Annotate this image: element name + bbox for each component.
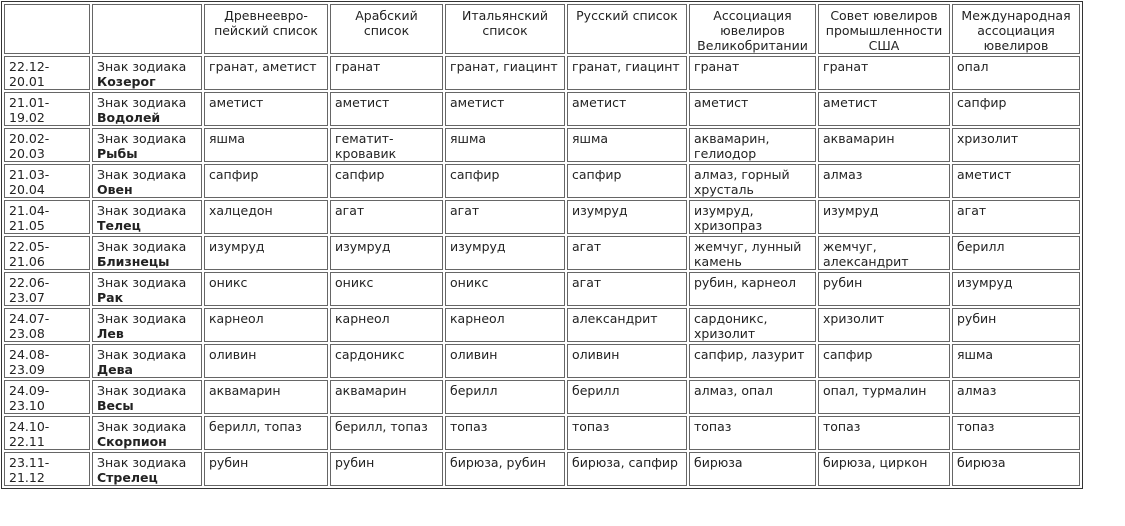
date-range-cell: 24.08-23.09 [4,344,90,378]
stone-cell: карнеол [330,308,443,342]
stone-cell: жемчуг, лунный камень [689,236,816,270]
stone-cell: карнеол [204,308,328,342]
stone-cell: сапфир [330,164,443,198]
stone-cell: гранат, гиацинт [567,56,687,90]
stone-cell: аметист [567,92,687,126]
stone-cell: александрит [567,308,687,342]
stone-cell: изумруд [952,272,1080,306]
stone-cell: изумруд [567,200,687,234]
stone-cell: берилл [445,380,565,414]
header-ancient-european: Древнеевро-пейский список [204,4,328,54]
stone-cell: сапфир [567,164,687,198]
date-range-cell: 22.12-20.01 [4,56,90,90]
stone-cell: аквамарин [818,128,950,162]
table-row [4,164,1080,198]
zodiac-sign-cell [92,236,202,270]
stone-cell: бирюза [689,452,816,486]
date-range-cell: 21.04-21.05 [4,200,90,234]
stone-cell: алмаз, горный хрусталь [689,164,816,198]
stone-cell: сардоникс [330,344,443,378]
stone-cell: топаз [818,416,950,450]
header-row [4,4,1080,54]
zodiac-sign-name: Лев [97,326,124,341]
table-row [4,92,1080,126]
date-range-cell: 20.02-20.03 [4,128,90,162]
stone-cell: изумруд [330,236,443,270]
table-row [4,272,1080,306]
stone-cell: алмаз [952,380,1080,414]
stone-cell: изумруд [204,236,328,270]
stone-cell: алмаз, опал [689,380,816,414]
header-arabic: Арабский список [330,4,443,54]
stone-cell: оникс [330,272,443,306]
stone-cell: рубин [818,272,950,306]
table-row [4,200,1080,234]
stone-cell: гематит-кровавик [330,128,443,162]
zodiac-sign-label: Знак зодиака [97,167,187,182]
zodiac-sign-name: Рак [97,290,124,305]
table-row [4,308,1080,342]
stone-cell: гранат [818,56,950,90]
stone-cell: берилл, топаз [330,416,443,450]
zodiac-sign-label: Знак зодиака [97,419,187,434]
zodiac-sign-cell [92,200,202,234]
stone-cell: оливин [204,344,328,378]
stone-cell: агат [952,200,1080,234]
stone-cell: гранат [330,56,443,90]
stone-cell: сапфир [818,344,950,378]
table-row [4,128,1080,162]
stone-cell: гранат, гиацинт [445,56,565,90]
stone-cell: гранат [689,56,816,90]
stone-cell: бирюза, сапфир [567,452,687,486]
stone-cell: рубин [952,308,1080,342]
zodiac-sign-name: Скорпион [97,434,167,449]
stone-cell: оникс [204,272,328,306]
date-range-cell: 22.05-21.06 [4,236,90,270]
stone-cell: опал, турмалин [818,380,950,414]
zodiac-sign-cell [92,164,202,198]
stone-cell: сардоникс, хризолит [689,308,816,342]
stone-cell: хризолит [952,128,1080,162]
table-row [4,416,1080,450]
stone-cell: яшма [204,128,328,162]
stone-cell: берилл [567,380,687,414]
stone-cell: рубин [330,452,443,486]
zodiac-sign-label: Знак зодиака [97,203,187,218]
stone-cell: жемчуг, александрит [818,236,950,270]
zodiac-sign-cell [92,308,202,342]
stone-cell: аметист [818,92,950,126]
zodiac-sign-label: Знак зодиака [97,311,187,326]
table-row [4,452,1080,486]
stone-cell: агат [330,200,443,234]
stone-cell: аквамарин [204,380,328,414]
stone-cell: агат [567,236,687,270]
header-uk-jewellers: Ассоциация ювелиров Великобритании [689,4,816,54]
stone-cell: топаз [952,416,1080,450]
zodiac-sign-cell [92,128,202,162]
zodiac-sign-label: Знак зодиака [97,347,187,362]
stone-cell: аметист [330,92,443,126]
zodiac-sign-name: Телец [97,218,141,233]
date-range-cell: 23.11-21.12 [4,452,90,486]
stone-cell: рубин [204,452,328,486]
stone-cell: аквамарин, гелиодор [689,128,816,162]
stone-cell: алмаз [818,164,950,198]
stone-cell: топаз [445,416,565,450]
date-range-cell: 24.07-23.08 [4,308,90,342]
stone-cell: топаз [567,416,687,450]
stone-cell: бирюза, рубин [445,452,565,486]
stone-cell: аметист [445,92,565,126]
header-russian: Русский список [567,4,687,54]
stone-cell: аметист [689,92,816,126]
stone-cell: изумруд [818,200,950,234]
header-intl-jewellers: Международная ассоциация ювелиров [952,4,1080,54]
stone-cell: аквамарин [330,380,443,414]
stone-cell: аметист [952,164,1080,198]
stone-cell: оникс [445,272,565,306]
stone-cell: хризолит [818,308,950,342]
zodiac-sign-name: Овен [97,182,133,197]
stone-cell: халцедон [204,200,328,234]
stone-cell: яшма [445,128,565,162]
table-row [4,56,1080,90]
zodiac-sign-cell [92,416,202,450]
date-range-cell: 22.06-23.07 [4,272,90,306]
stone-cell: топаз [689,416,816,450]
date-range-cell: 21.01-19.02 [4,92,90,126]
zodiac-sign-label: Знак зодиака [97,95,187,110]
stone-cell: гранат, аметист [204,56,328,90]
zodiac-sign-name: Весы [97,398,134,413]
zodiac-sign-name: Стрелец [97,470,158,485]
zodiac-sign-cell [92,272,202,306]
zodiac-sign-label: Знак зодиака [97,275,187,290]
stone-cell: берилл, топаз [204,416,328,450]
stone-cell: берилл [952,236,1080,270]
stone-cell: оливин [445,344,565,378]
zodiac-sign-name: Водолей [97,110,161,125]
zodiac-sign-label: Знак зодиака [97,131,187,146]
stone-cell: оливин [567,344,687,378]
date-range-cell: 21.03-20.04 [4,164,90,198]
table-row [4,344,1080,378]
stone-cell: сапфир [204,164,328,198]
zodiac-sign-label: Знак зодиака [97,239,187,254]
zodiac-sign-name: Козерог [97,74,156,89]
stone-cell: яшма [952,344,1080,378]
stone-cell: бирюза [952,452,1080,486]
table-row [4,380,1080,414]
zodiac-sign-cell [92,344,202,378]
zodiac-sign-label: Знак зодиака [97,383,187,398]
date-range-cell: 24.10-22.11 [4,416,90,450]
table-body [4,56,1080,486]
stone-cell: агат [567,272,687,306]
zodiac-sign-cell [92,92,202,126]
stone-cell: опал [952,56,1080,90]
zodiac-sign-label: Знак зодиака [97,455,187,470]
stone-cell: карнеол [445,308,565,342]
stone-cell: яшма [567,128,687,162]
stone-cell: изумруд [445,236,565,270]
zodiac-sign-label: Знак зодиака [97,59,187,74]
stone-cell: сапфир [952,92,1080,126]
header-us-jewellers: Совет ювелиров промышленности США [818,4,950,54]
header-sign [92,4,202,54]
stone-cell: сапфир, лазурит [689,344,816,378]
zodiac-stones-table [1,1,1083,489]
stone-cell: аметист [204,92,328,126]
date-range-cell: 24.09-23.10 [4,380,90,414]
zodiac-sign-cell [92,56,202,90]
table-row [4,236,1080,270]
stone-cell: бирюза, циркон [818,452,950,486]
header-dates [4,4,90,54]
zodiac-sign-name: Рыбы [97,146,138,161]
zodiac-sign-cell [92,452,202,486]
zodiac-sign-name: Близнецы [97,254,170,269]
stone-cell: агат [445,200,565,234]
stone-cell: сапфир [445,164,565,198]
stone-cell: изумруд, хризопраз [689,200,816,234]
zodiac-sign-cell [92,380,202,414]
stone-cell: рубин, карнеол [689,272,816,306]
zodiac-sign-name: Дева [97,362,133,377]
header-italian: Итальянский список [445,4,565,54]
